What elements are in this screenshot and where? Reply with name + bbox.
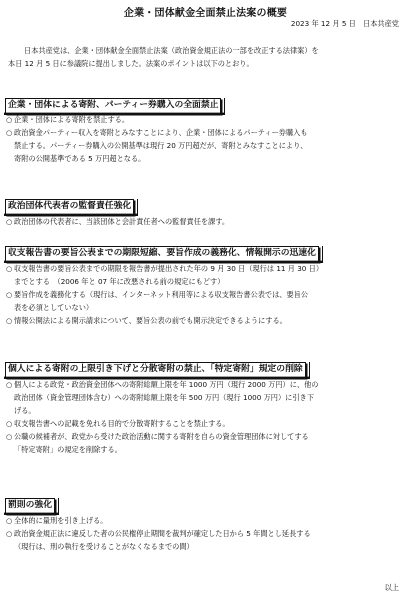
section-items — [6, 514, 406, 553]
bullet-mark: ○ — [6, 516, 13, 525]
section-items — [6, 215, 406, 228]
section-heading-text: 企業・団体による寄附、パーティー券購入の全面禁止 — [5, 98, 221, 114]
section-heading-text: 政治団体代表者の監督責任強化 — [5, 199, 134, 215]
list-item — [6, 378, 406, 417]
list-item — [6, 527, 406, 553]
bullet-mark: ○ — [6, 115, 13, 124]
item-line: 表を必須としていない） — [14, 303, 94, 312]
closing-mark: 以上 — [384, 583, 399, 592]
bullet-mark: ○ — [6, 290, 13, 299]
date-line: 2023 年 12 月 5 日 日本共産党 — [290, 19, 399, 28]
section-heading-text: 罰則の強化 — [5, 498, 55, 514]
item-line: 個人による政党・政治資金団体への寄附総額上限を年 1000 万円（現行 2000 万円）に、他の — [14, 380, 319, 389]
bullet-mark: ○ — [6, 316, 13, 325]
bullet-mark: ○ — [6, 432, 13, 441]
list-item — [6, 514, 406, 527]
item-line: 政治資金規正法に違反した者の公民権停止期間を裁判が確定した日から 5 年間とし延長する — [14, 529, 311, 538]
list-item — [6, 262, 406, 288]
list-item — [6, 126, 406, 165]
section-heading — [4, 246, 322, 263]
bullet-mark: ○ — [6, 419, 13, 428]
item-line: 情報公開法による開示請求について、要旨公表の前でも開示決定できるようにする。 — [14, 316, 287, 325]
item-line: 政治団体の代表者に、当該団体と会計責任者への監督責任を課す。 — [14, 217, 230, 226]
section-heading-text: 個人による寄附の上限引き下げと分散寄附の禁止、「特定寄附」規定の削除 — [5, 362, 306, 378]
intro-line: 本日 12 月 5 日に参議院に提出しました。法案のポイントは以下のとおり。 — [8, 59, 254, 68]
list-item — [6, 288, 406, 314]
list-item — [6, 314, 406, 327]
item-line: 要旨作成を義務化する（現行は、インターネット利用等による収支報告書公表では、要旨公 — [14, 290, 309, 299]
section-items — [6, 378, 406, 456]
document-title: 企業・団体献金全面禁止法案の概要 — [123, 8, 288, 19]
item-line: 全体的に量刑を引き上げる。 — [14, 516, 108, 525]
item-line: （現行は、刑の執行を受けることがなくなるまでの間） — [14, 542, 194, 551]
item-line: 企業・団体による寄附を禁止する。 — [14, 115, 130, 124]
bullet-mark: ○ — [6, 217, 13, 226]
list-item — [6, 417, 406, 430]
item-line: 禁止する。パーティー券購入の公開基準は現行 20 万円超だが、寄附とみなすことにより、 — [14, 141, 308, 150]
item-line: 収支報告書への記載を免れる目的で分散寄附することを禁止する。 — [14, 419, 230, 428]
list-item — [6, 215, 406, 228]
section-items — [6, 262, 406, 327]
section-heading — [4, 362, 309, 379]
list-item — [6, 113, 406, 126]
bullet-mark: ○ — [6, 380, 13, 389]
item-line: 政治資金パーティー収入を寄附とみなすことにより、企業・団体によるパーティー券購入も — [14, 128, 308, 137]
item-line: げる。 — [14, 406, 36, 415]
section-heading — [4, 199, 137, 216]
item-line: 寄附の公開基準である 5 万円超となる。 — [14, 154, 146, 163]
item-line: 「特定寄附」の規定を削除する。 — [14, 445, 122, 454]
item-line: までとする （2006 年と 07 年に改悪される前の規定にもどす） — [14, 277, 225, 286]
section-items — [6, 113, 406, 165]
section-heading-text: 収支報告書の要旨公表までの期限短縮、要旨作成の義務化、情報開示の迅速化 — [5, 246, 319, 262]
item-line: 収支報告書の要旨公表までの期限を報告書が提出された年の 9 月 30 日（現行は 11 月 30 日） — [14, 264, 324, 273]
bullet-mark: ○ — [6, 128, 13, 137]
intro-line: 日本共産党は、企業・団体献金全面禁止法案（政治資金規正法の一部を改正する法律案）を — [24, 46, 319, 55]
intro-paragraph — [8, 44, 404, 70]
bullet-mark: ○ — [6, 529, 13, 538]
item-line: 公職の候補者が、政党から受けた政治活動に関する寄附を自らの資金管理団体に対してする — [14, 432, 309, 441]
bullet-mark: ○ — [6, 264, 13, 273]
list-item — [6, 430, 406, 456]
item-line: 政治団体（資金管理団体含む）への寄附総額上限を年 500 万円（現行 1000 万円）に引き下 — [14, 393, 314, 402]
section-heading — [4, 498, 58, 515]
